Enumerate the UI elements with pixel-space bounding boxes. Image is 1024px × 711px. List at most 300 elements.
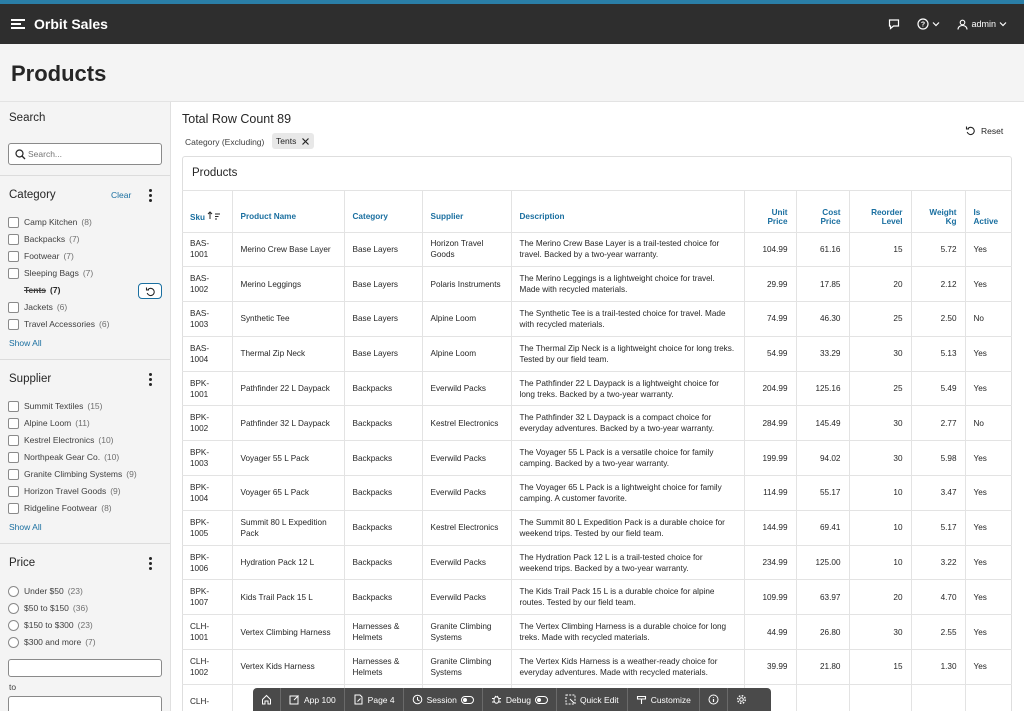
supplier-option[interactable] <box>8 502 112 514</box>
table-cell: Base Layers <box>344 267 422 302</box>
option-count: (7) <box>85 637 96 647</box>
option-count: (36) <box>72 603 89 613</box>
table-cell: Pathfinder 32 L Daypack <box>232 406 344 441</box>
table-cell: 61.16 <box>796 232 849 267</box>
checkbox[interactable] <box>8 503 19 514</box>
table-cell: 3.22 <box>911 545 965 580</box>
table-cell: 4.70 <box>911 580 965 615</box>
table-cell: 109.99 <box>744 580 796 615</box>
table-cell: BPK-1004 <box>182 476 232 511</box>
table-cell: 25 <box>849 371 911 406</box>
app-header <box>0 4 1024 44</box>
table-cell: 204.99 <box>744 371 796 406</box>
table-cell: BPK-1001 <box>182 371 232 406</box>
option-count: (6) <box>56 302 68 312</box>
category-actions-icon[interactable] <box>148 189 152 202</box>
option-count: (8) <box>101 503 112 513</box>
option-label: $50 to $150 <box>24 603 69 613</box>
option-count: (11) <box>75 418 90 428</box>
table-row <box>182 580 1012 615</box>
active-filter-label: Category (Excluding) <box>185 137 265 147</box>
option-label: Northpeak Gear Co. <box>24 452 101 462</box>
option-label: Backpacks <box>24 234 66 244</box>
table-cell: 104.99 <box>744 232 796 267</box>
table-cell: 125.16 <box>796 371 849 406</box>
chevron-down-icon <box>932 20 940 28</box>
price-option[interactable] <box>8 636 96 648</box>
table-cell: Voyager 65 L Pack <box>232 476 344 511</box>
user-name: admin <box>971 19 996 29</box>
bug-icon <box>491 694 502 705</box>
menu-icon[interactable] <box>11 19 25 29</box>
table-cell: 5.17 <box>911 510 965 545</box>
category-option[interactable] <box>8 318 109 330</box>
option-label: Camp Kitchen <box>24 217 78 227</box>
option-label: Tents <box>24 285 47 295</box>
table-row <box>182 267 1012 302</box>
option-count: (10) <box>104 452 120 462</box>
column-header-unit-price[interactable]: Unit Price <box>744 190 796 232</box>
option-label: Sleeping Bags <box>24 268 79 278</box>
table-row <box>182 615 1012 650</box>
table-cell: 284.99 <box>744 406 796 441</box>
checkbox[interactable] <box>8 251 19 262</box>
table-cell: 5.13 <box>911 336 965 371</box>
checkbox[interactable] <box>8 452 19 463</box>
table-cell: 15 <box>849 232 911 267</box>
table-cell: Vertex Kids Harness <box>232 650 344 685</box>
table-cell: Backpacks <box>344 510 422 545</box>
total-row-count: Total Row Count 89 <box>182 112 292 126</box>
table-row <box>182 441 1012 476</box>
table-cell: BAS-1001 <box>182 232 232 267</box>
checkbox[interactable] <box>8 486 19 497</box>
app-button[interactable] <box>281 688 345 711</box>
table-row <box>182 545 1012 580</box>
radio[interactable] <box>8 637 19 648</box>
table-cell: The Vertex Kids Harness is a weather-ready choice for everyday adventures. Made with recycled materials. <box>511 650 744 685</box>
table-cell: Granite Climbing Systems <box>422 650 511 685</box>
supplier-show-all-link[interactable]: Show All <box>9 522 42 532</box>
table-cell: Base Layers <box>344 302 422 337</box>
table-cell: 15 <box>849 650 911 685</box>
checkbox[interactable] <box>8 234 19 245</box>
page-button[interactable] <box>345 688 404 711</box>
category-option[interactable] <box>8 267 93 279</box>
supplier-option[interactable] <box>8 468 137 480</box>
option-label: Under $50 <box>24 586 64 596</box>
table-cell: Backpacks <box>344 441 422 476</box>
user-menu[interactable] <box>957 19 1007 30</box>
page-label: Page 4 <box>367 694 395 705</box>
radio[interactable] <box>8 620 19 631</box>
radio[interactable] <box>8 586 19 597</box>
table-cell <box>911 684 965 711</box>
table-cell: 30 <box>849 441 911 476</box>
table-cell: The Voyager 55 L Pack is a versatile choice for family camping. Backed by a two-year warranty. <box>511 441 744 476</box>
table-cell: CLH- <box>182 684 232 711</box>
page-edit-icon <box>353 694 364 705</box>
search-icon <box>15 149 26 160</box>
checkbox[interactable] <box>8 418 19 429</box>
table-cell: 63.97 <box>796 580 849 615</box>
category-show-all-link[interactable]: Show All <box>9 338 42 348</box>
table-cell: The Kids Trail Pack 15 L is a durable choice for alpine routes. Tested by our field team. <box>511 580 744 615</box>
divider <box>0 359 170 360</box>
table-cell: BAS-1004 <box>182 336 232 371</box>
column-header-is-active[interactable]: Is Active <box>965 190 1012 232</box>
table-cell: Synthetic Tee <box>232 302 344 337</box>
table-cell: 144.99 <box>744 510 796 545</box>
option-count: (6) <box>99 319 110 329</box>
option-label: Ridgeline Footwear <box>24 503 98 513</box>
table-cell: 5.72 <box>911 232 965 267</box>
table-cell: No <box>965 302 1012 337</box>
table-cell <box>849 684 911 711</box>
table-cell: The Hydration Pack 12 L is a trail-tested choice for weekend trips. Backed by a two-year warranty. <box>511 545 744 580</box>
table-cell: No <box>965 406 1012 441</box>
category-option[interactable] <box>8 216 92 228</box>
table-cell: Harnesses & Helmets <box>344 615 422 650</box>
table-cell: Backpacks <box>344 406 422 441</box>
table-cell: 125.00 <box>796 545 849 580</box>
category-option-excluded[interactable] <box>24 284 60 296</box>
table-cell: BPK-1007 <box>182 580 232 615</box>
table-cell: The Vertex Climbing Harness is a durable choice for long treks. Made with recycled materials. <box>511 615 744 650</box>
category-option[interactable] <box>8 233 80 245</box>
table-cell: Yes <box>965 232 1012 267</box>
table-cell: BPK-1003 <box>182 441 232 476</box>
table-cell: The Merino Crew Base Layer is a trail-tested choice for travel. Backed by a two-year warranty. <box>511 232 744 267</box>
table-cell: Backpacks <box>344 580 422 615</box>
table-cell: Polaris Instruments <box>422 267 511 302</box>
page-header <box>0 44 1024 102</box>
table-cell: Yes <box>965 267 1012 302</box>
table-row <box>182 510 1012 545</box>
chat-icon[interactable] <box>888 18 900 30</box>
table-cell: Voyager 55 L Pack <box>232 441 344 476</box>
price-facet-title: Price <box>9 557 36 569</box>
table-cell: Everwild Packs <box>422 441 511 476</box>
table-cell: Yes <box>965 371 1012 406</box>
home-button[interactable] <box>253 688 281 711</box>
table-cell: 17.85 <box>796 267 849 302</box>
table-cell: 30 <box>849 615 911 650</box>
table-cell: 2.50 <box>911 302 965 337</box>
table-cell: The Voyager 65 L Pack is a lightweight choice for family camping. A customer favorite. <box>511 476 744 511</box>
table-cell: 2.12 <box>911 267 965 302</box>
price-option[interactable] <box>8 602 88 614</box>
table-cell: Yes <box>965 545 1012 580</box>
checkbox[interactable] <box>8 268 19 279</box>
active-filter-chip <box>272 133 314 149</box>
toggle-icon <box>461 696 474 704</box>
option-label: Summit Textiles <box>24 401 84 411</box>
column-header-reorder-level[interactable]: Reorder Level <box>849 190 911 232</box>
option-count: (7) <box>69 234 80 244</box>
products-table <box>182 190 1012 711</box>
option-count: (15) <box>87 401 103 411</box>
checkbox[interactable] <box>8 469 19 480</box>
table-cell: 39.99 <box>744 650 796 685</box>
table-cell: 54.99 <box>744 336 796 371</box>
table-cell: BPK-1006 <box>182 545 232 580</box>
debug-label: Debug <box>505 694 531 705</box>
table-cell: Everwild Packs <box>422 580 511 615</box>
checkbox[interactable] <box>8 217 19 228</box>
option-label: $300 and more <box>24 637 82 647</box>
toggle-icon <box>535 696 548 704</box>
supplier-option[interactable] <box>8 434 114 446</box>
checkbox[interactable] <box>8 435 19 446</box>
option-label: $150 to $300 <box>24 620 74 630</box>
supplier-option[interactable] <box>8 400 102 412</box>
table-row <box>182 406 1012 441</box>
table-cell: Yes <box>965 580 1012 615</box>
table-cell: Summit 80 L Expedition Pack <box>232 510 344 545</box>
brush-icon <box>636 694 647 705</box>
table-cell: 25 <box>849 302 911 337</box>
table-row <box>182 650 1012 685</box>
table-cell: 2.55 <box>911 615 965 650</box>
table-cell: Backpacks <box>344 545 422 580</box>
table-cell: Pathfinder 22 L Daypack <box>232 371 344 406</box>
table-cell: Merino Crew Base Layer <box>232 232 344 267</box>
table-cell: Backpacks <box>344 371 422 406</box>
category-facet-title: Category <box>9 189 56 201</box>
table-cell: 5.49 <box>911 371 965 406</box>
supplier-option[interactable] <box>8 485 121 497</box>
option-count: (10) <box>98 435 114 445</box>
table-cell: 29.99 <box>744 267 796 302</box>
checkbox[interactable] <box>8 302 19 313</box>
option-count: (9) <box>126 469 137 479</box>
info-button[interactable] <box>700 688 728 711</box>
close-icon[interactable] <box>301 137 310 146</box>
info-icon <box>708 694 719 705</box>
supplier-actions-icon[interactable] <box>148 373 152 386</box>
sort-ascending-icon <box>207 211 221 220</box>
divider <box>0 543 170 544</box>
column-header-category[interactable]: Category <box>344 190 422 232</box>
table-cell: Yes <box>965 476 1012 511</box>
table-cell: 30 <box>849 406 911 441</box>
settings-button[interactable] <box>728 688 755 711</box>
table-cell: BAS-1002 <box>182 267 232 302</box>
table-cell: Alpine Loom <box>422 302 511 337</box>
table-cell: The Pathfinder 32 L Daypack is a compact choice for everyday adventures. Backed by a two-year warranty. <box>511 406 744 441</box>
option-label: Horizon Travel Goods <box>24 486 107 496</box>
option-count: (23) <box>77 620 93 630</box>
search-input[interactable] <box>8 143 162 165</box>
option-label: Kestrel Electronics <box>24 435 95 445</box>
table-row <box>182 336 1012 371</box>
svg-text:?: ? <box>921 21 926 29</box>
supplier-option[interactable] <box>8 451 119 463</box>
category-option[interactable] <box>8 250 74 262</box>
reset-label: Reset <box>981 125 1004 136</box>
category-clear-button[interactable]: Clear <box>111 190 132 200</box>
radio[interactable] <box>8 603 19 614</box>
table-cell: Yes <box>965 650 1012 685</box>
option-label: Travel Accessories <box>24 319 96 329</box>
price-max-input[interactable] <box>8 696 162 711</box>
quick-edit-label: Quick Edit <box>579 694 619 705</box>
supplier-option[interactable] <box>8 417 90 429</box>
option-label: Granite Climbing Systems <box>24 469 123 479</box>
table-cell: 33.29 <box>796 336 849 371</box>
table-cell: Backpacks <box>344 476 422 511</box>
table-cell <box>796 684 849 711</box>
option-count: (7) <box>63 251 74 261</box>
table-cell: The Synthetic Tee is a trail-tested choice for travel. Made with recycled materials. <box>511 302 744 337</box>
table-cell: Granite Climbing Systems <box>422 615 511 650</box>
table-cell: Kestrel Electronics <box>422 510 511 545</box>
table-cell: Thermal Zip Neck <box>232 336 344 371</box>
customize-label: Customize <box>650 694 691 705</box>
table-cell: Alpine Loom <box>422 336 511 371</box>
price-actions-icon[interactable] <box>148 557 152 570</box>
table-cell: CLH-1001 <box>182 615 232 650</box>
option-label: Footwear <box>24 251 60 261</box>
debug-button[interactable] <box>483 688 557 711</box>
search-facet-title: Search <box>9 112 46 124</box>
divider <box>0 175 170 176</box>
table-cell: Kestrel Electronics <box>422 406 511 441</box>
table-cell: 10 <box>849 476 911 511</box>
table-cell: CLH-1002 <box>182 650 232 685</box>
table-cell: Harnesses & Helmets <box>344 650 422 685</box>
chevron-down-icon <box>999 20 1007 28</box>
option-count: (9) <box>110 486 121 496</box>
table-cell: 234.99 <box>744 545 796 580</box>
price-to-label: to <box>9 682 17 692</box>
column-header-weight-kg[interactable]: Weight Kg <box>911 190 965 232</box>
table-cell: 26.80 <box>796 615 849 650</box>
price-min-input[interactable] <box>8 659 162 677</box>
option-count: (8) <box>81 217 92 227</box>
table-cell: 44.99 <box>744 615 796 650</box>
session-icon <box>412 694 423 705</box>
option-count: (23) <box>67 586 83 596</box>
table-cell: 94.02 <box>796 441 849 476</box>
session-button[interactable] <box>404 688 483 711</box>
table-cell: 20 <box>849 267 911 302</box>
home-icon <box>261 694 272 705</box>
table-row <box>182 476 1012 511</box>
table-cell: The Thermal Zip Neck is a lightweight choice for long treks. Tested by our field team. <box>511 336 744 371</box>
table-row <box>182 232 1012 267</box>
option-count: (7) <box>82 268 94 278</box>
app-label: App 100 <box>304 694 336 705</box>
undo-exclude-button[interactable] <box>138 283 162 299</box>
column-header-description[interactable]: Description <box>511 190 744 232</box>
table-cell: Base Layers <box>344 232 422 267</box>
developer-toolbar <box>253 688 771 711</box>
table-cell: Yes <box>965 510 1012 545</box>
quick-edit-button[interactable] <box>557 688 628 711</box>
table-cell: 10 <box>849 510 911 545</box>
table-row <box>182 302 1012 337</box>
column-header-sku[interactable]: Sku <box>182 190 232 232</box>
table-cell: BPK-1005 <box>182 510 232 545</box>
table-cell: 55.17 <box>796 476 849 511</box>
table-cell <box>965 684 1012 711</box>
help-menu[interactable] <box>917 18 940 30</box>
table-cell: Everwild Packs <box>422 545 511 580</box>
search-field[interactable] <box>28 147 158 161</box>
table-cell: Vertex Climbing Harness <box>232 615 344 650</box>
table-cell: Base Layers <box>344 336 422 371</box>
page-title: Products <box>11 61 107 86</box>
table-cell: 1.30 <box>911 650 965 685</box>
price-option[interactable] <box>8 585 83 597</box>
report-title: Products <box>192 167 238 179</box>
app-title[interactable]: Orbit Sales <box>34 16 108 32</box>
table-cell: 145.49 <box>796 406 849 441</box>
option-label: Jackets <box>24 302 53 312</box>
table-cell: BPK-1002 <box>182 406 232 441</box>
table-cell: Horizon Travel Goods <box>422 232 511 267</box>
table-cell: 69.41 <box>796 510 849 545</box>
customize-button[interactable] <box>628 688 700 711</box>
reset-icon <box>965 125 976 136</box>
gear-icon <box>736 694 747 705</box>
table-cell: Merino Leggings <box>232 267 344 302</box>
filter-chip-label: Tents <box>276 136 297 146</box>
edit-icon <box>289 694 300 705</box>
table-cell: Everwild Packs <box>422 371 511 406</box>
help-icon <box>917 18 929 30</box>
column-header-product-name[interactable]: Product Name <box>232 190 344 232</box>
table-cell: Everwild Packs <box>422 476 511 511</box>
table-cell: Hydration Pack 12 L <box>232 545 344 580</box>
table-cell: Yes <box>965 336 1012 371</box>
table-cell: 30 <box>849 336 911 371</box>
checkbox[interactable] <box>8 319 19 330</box>
table-cell: 74.99 <box>744 302 796 337</box>
table-cell: Yes <box>965 441 1012 476</box>
table-cell: 10 <box>849 545 911 580</box>
table-cell: The Pathfinder 22 L Daypack is a lightweight choice for long treks. Backed by a two-year warranty. <box>511 371 744 406</box>
table-cell: BAS-1003 <box>182 302 232 337</box>
price-option[interactable] <box>8 619 93 631</box>
option-count: (7) <box>50 285 61 295</box>
column-header-cost-price[interactable]: Cost Price <box>796 190 849 232</box>
checkbox[interactable] <box>8 401 19 412</box>
table-row <box>182 371 1012 406</box>
quick-edit-icon <box>565 694 576 705</box>
user-icon <box>957 19 968 30</box>
table-header-row <box>182 190 1012 232</box>
table-cell: 114.99 <box>744 476 796 511</box>
table-cell: 21.80 <box>796 650 849 685</box>
table-cell: Yes <box>965 615 1012 650</box>
category-option[interactable] <box>8 301 67 313</box>
table-cell: 20 <box>849 580 911 615</box>
table-cell: 199.99 <box>744 441 796 476</box>
table-cell: The Merino Leggings is a lightweight choice for travel. Made with recycled materials. <box>511 267 744 302</box>
table-cell: Kids Trail Pack 15 L <box>232 580 344 615</box>
table-cell: 2.77 <box>911 406 965 441</box>
table-cell: 3.47 <box>911 476 965 511</box>
table-cell: 46.30 <box>796 302 849 337</box>
session-label: Session <box>426 694 457 705</box>
table-cell: 5.98 <box>911 441 965 476</box>
column-header-supplier[interactable]: Supplier <box>422 190 511 232</box>
reset-button[interactable] <box>965 125 1003 136</box>
table-cell: The Summit 80 L Expedition Pack is a durable choice for weekend trips. Tested by our field team. <box>511 510 744 545</box>
